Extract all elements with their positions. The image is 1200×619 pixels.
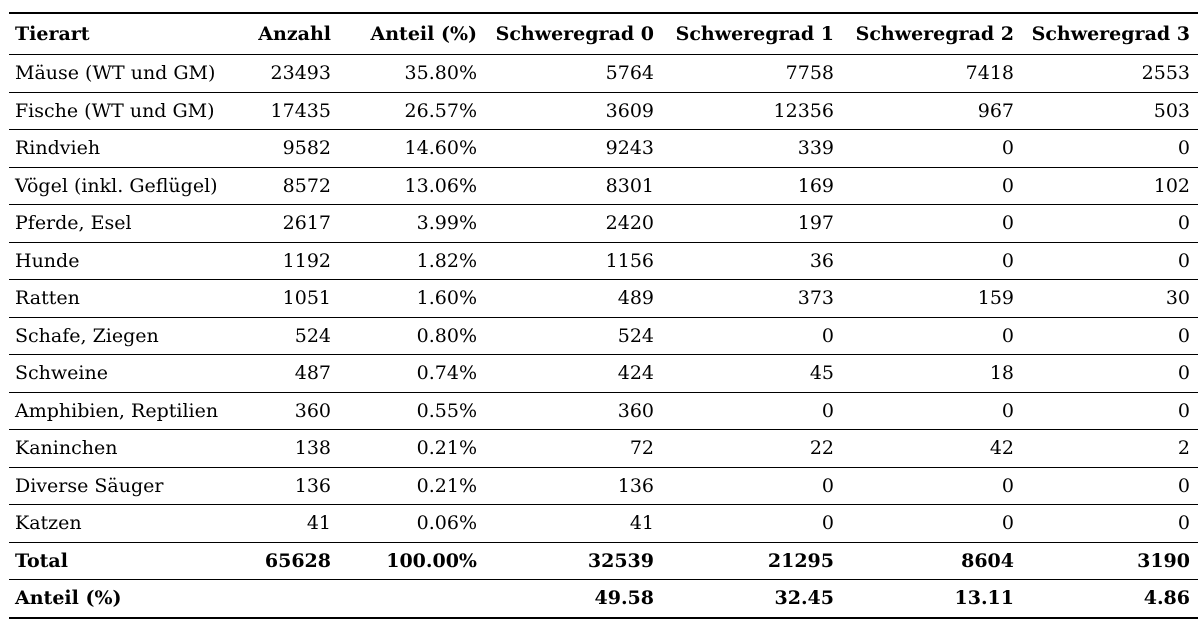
table-row xyxy=(9,130,1198,168)
cell-schweregrad-0: 489 xyxy=(617,287,654,310)
cell-schweregrad-3: 2553 xyxy=(1141,62,1190,85)
cell-anteil: 0.21% xyxy=(416,474,477,497)
cell-schweregrad-3: 0 xyxy=(1177,399,1190,422)
cell-tierart: Mäuse (WT und GM) xyxy=(15,62,216,85)
cell-anzahl: 487 xyxy=(294,362,331,385)
cell-schweregrad-1: 36 xyxy=(809,249,834,272)
cell-schweregrad-2: 0 xyxy=(1001,512,1014,535)
cell-schweregrad-0: 3609 xyxy=(605,99,654,122)
cell-schweregrad-3: 30 xyxy=(1165,287,1190,310)
column-header-schweregrad-2: Schweregrad 2 xyxy=(855,23,1014,45)
cell-anteil: 0.74% xyxy=(416,362,477,385)
table-row xyxy=(9,505,1198,543)
cell-anzahl: 2617 xyxy=(282,212,331,235)
animal-severity-table xyxy=(9,12,1198,619)
cell-schweregrad-2: 0 xyxy=(1001,249,1014,272)
cell-anzahl: 41 xyxy=(306,512,331,535)
table-row xyxy=(9,242,1198,280)
cell-anzahl: 524 xyxy=(294,324,331,347)
cell-schweregrad-2: 0 xyxy=(1001,174,1014,197)
cell-tierart: Ratten xyxy=(15,287,80,310)
cell-schweregrad-0: 360 xyxy=(617,399,654,422)
cell-anzahl: 360 xyxy=(294,399,331,422)
table-row xyxy=(9,205,1198,243)
cell-schweregrad-0: 1156 xyxy=(605,249,654,272)
table-row xyxy=(9,92,1198,130)
cell-anzahl: 23493 xyxy=(270,62,331,85)
column-header-anteil: Anteil (%) xyxy=(370,23,477,45)
cell-schweregrad-2: 7418 xyxy=(965,62,1014,85)
cell-schweregrad-3: 0 xyxy=(1177,474,1190,497)
column-header-tierart: Tierart xyxy=(15,23,90,45)
cell-schweregrad-3: 0 xyxy=(1177,362,1190,385)
column-header-anzahl: Anzahl xyxy=(258,23,331,45)
cell-tierart: Total xyxy=(15,549,68,572)
cell-schweregrad-2: 159 xyxy=(977,287,1014,310)
cell-anzahl: 1051 xyxy=(282,287,331,310)
cell-schweregrad-1: 339 xyxy=(797,137,834,160)
cell-schweregrad-2: 0 xyxy=(1001,324,1014,347)
cell-anzahl: 8572 xyxy=(282,174,331,197)
cell-tierart: Katzen xyxy=(15,512,82,535)
cell-schweregrad-1: 7758 xyxy=(785,62,834,85)
header-row xyxy=(9,13,1198,55)
table-row xyxy=(9,392,1198,430)
table-row xyxy=(9,167,1198,205)
column-header-schweregrad-1: Schweregrad 1 xyxy=(675,23,834,45)
cell-schweregrad-0: 2420 xyxy=(605,212,654,235)
table-body xyxy=(9,55,1198,618)
cell-schweregrad-0: 49.58 xyxy=(594,587,654,610)
cell-schweregrad-0: 8301 xyxy=(605,174,654,197)
cell-anteil: 0.55% xyxy=(416,399,477,422)
cell-anteil: 3.99% xyxy=(416,212,477,235)
cell-schweregrad-0: 72 xyxy=(629,437,654,460)
cell-schweregrad-1: 45 xyxy=(809,362,834,385)
cell-tierart: Rindvieh xyxy=(15,137,101,160)
cell-tierart: Amphibien, Reptilien xyxy=(15,399,219,422)
cell-tierart: Diverse Säuger xyxy=(15,474,164,497)
cell-anzahl: 9582 xyxy=(282,137,331,160)
cell-schweregrad-3: 0 xyxy=(1177,512,1190,535)
table-row xyxy=(9,317,1198,355)
cell-schweregrad-1: 169 xyxy=(797,174,834,197)
cell-anteil: 0.21% xyxy=(416,437,477,460)
cell-anteil: 1.82% xyxy=(416,249,477,272)
cell-anzahl: 1192 xyxy=(282,249,331,272)
cell-tierart: Vögel (inkl. Geflügel) xyxy=(15,174,218,197)
cell-schweregrad-3: 503 xyxy=(1153,99,1190,122)
cell-schweregrad-1: 0 xyxy=(821,324,834,347)
cell-schweregrad-1: 21295 xyxy=(767,549,834,572)
cell-tierart: Hunde xyxy=(15,249,80,272)
table-row xyxy=(9,55,1198,93)
cell-anteil: 0.06% xyxy=(416,512,477,535)
cell-schweregrad-0: 41 xyxy=(629,512,654,535)
cell-anzahl: 136 xyxy=(294,474,331,497)
cell-schweregrad-1: 0 xyxy=(821,399,834,422)
cell-schweregrad-2: 8604 xyxy=(961,549,1014,572)
cell-schweregrad-0: 5764 xyxy=(605,62,654,85)
cell-schweregrad-0: 9243 xyxy=(605,137,654,160)
cell-schweregrad-2: 42 xyxy=(989,437,1014,460)
cell-tierart: Anteil (%) xyxy=(15,587,122,610)
cell-schweregrad-1: 22 xyxy=(809,437,834,460)
cell-tierart: Pferde, Esel xyxy=(15,212,132,235)
cell-anzahl: 65628 xyxy=(264,549,331,572)
cell-schweregrad-3: 3190 xyxy=(1137,549,1190,572)
cell-schweregrad-1: 373 xyxy=(797,287,834,310)
cell-anteil: 14.60% xyxy=(404,137,477,160)
cell-schweregrad-1: 0 xyxy=(821,474,834,497)
table-row xyxy=(9,430,1198,468)
share-row xyxy=(9,580,1198,618)
cell-anzahl: 17435 xyxy=(270,99,331,122)
cell-schweregrad-2: 0 xyxy=(1001,474,1014,497)
cell-schweregrad-3: 0 xyxy=(1177,212,1190,235)
cell-anteil: 100.00% xyxy=(386,549,477,572)
cell-anzahl: 138 xyxy=(294,437,331,460)
cell-anteil: 35.80% xyxy=(404,62,477,85)
cell-anteil: 1.60% xyxy=(416,287,477,310)
table-container xyxy=(9,12,1198,619)
cell-tierart: Schweine xyxy=(15,362,108,385)
cell-schweregrad-3: 0 xyxy=(1177,137,1190,160)
cell-schweregrad-2: 13.11 xyxy=(954,587,1014,610)
table-row xyxy=(9,467,1198,505)
cell-schweregrad-3: 4.86 xyxy=(1143,587,1190,610)
cell-schweregrad-3: 2 xyxy=(1177,437,1190,460)
cell-tierart: Kaninchen xyxy=(15,437,118,460)
table-row xyxy=(9,355,1198,393)
cell-schweregrad-1: 12356 xyxy=(773,99,834,122)
cell-anzahl xyxy=(227,580,339,618)
cell-schweregrad-2: 0 xyxy=(1001,399,1014,422)
cell-schweregrad-3: 102 xyxy=(1153,174,1190,197)
column-header-schweregrad-3: Schweregrad 3 xyxy=(1031,23,1190,45)
cell-schweregrad-3: 0 xyxy=(1177,324,1190,347)
cell-tierart: Fische (WT und GM) xyxy=(15,99,215,122)
cell-schweregrad-2: 0 xyxy=(1001,137,1014,160)
cell-schweregrad-0: 136 xyxy=(617,474,654,497)
cell-schweregrad-1: 197 xyxy=(797,212,834,235)
column-header-schweregrad-0: Schweregrad 0 xyxy=(495,23,654,45)
cell-schweregrad-1: 32.45 xyxy=(774,587,834,610)
cell-tierart: Schafe, Ziegen xyxy=(15,324,159,347)
cell-schweregrad-2: 0 xyxy=(1001,212,1014,235)
cell-anteil: 13.06% xyxy=(404,174,477,197)
cell-schweregrad-3: 0 xyxy=(1177,249,1190,272)
cell-anteil: 26.57% xyxy=(404,99,477,122)
table-row xyxy=(9,280,1198,318)
cell-schweregrad-2: 18 xyxy=(989,362,1014,385)
cell-anteil: 0.80% xyxy=(416,324,477,347)
cell-schweregrad-0: 32539 xyxy=(587,549,654,572)
total-row xyxy=(9,542,1198,580)
cell-anteil xyxy=(339,580,485,618)
cell-schweregrad-0: 524 xyxy=(617,324,654,347)
cell-schweregrad-0: 424 xyxy=(617,362,654,385)
cell-schweregrad-2: 967 xyxy=(977,99,1014,122)
cell-schweregrad-1: 0 xyxy=(821,512,834,535)
